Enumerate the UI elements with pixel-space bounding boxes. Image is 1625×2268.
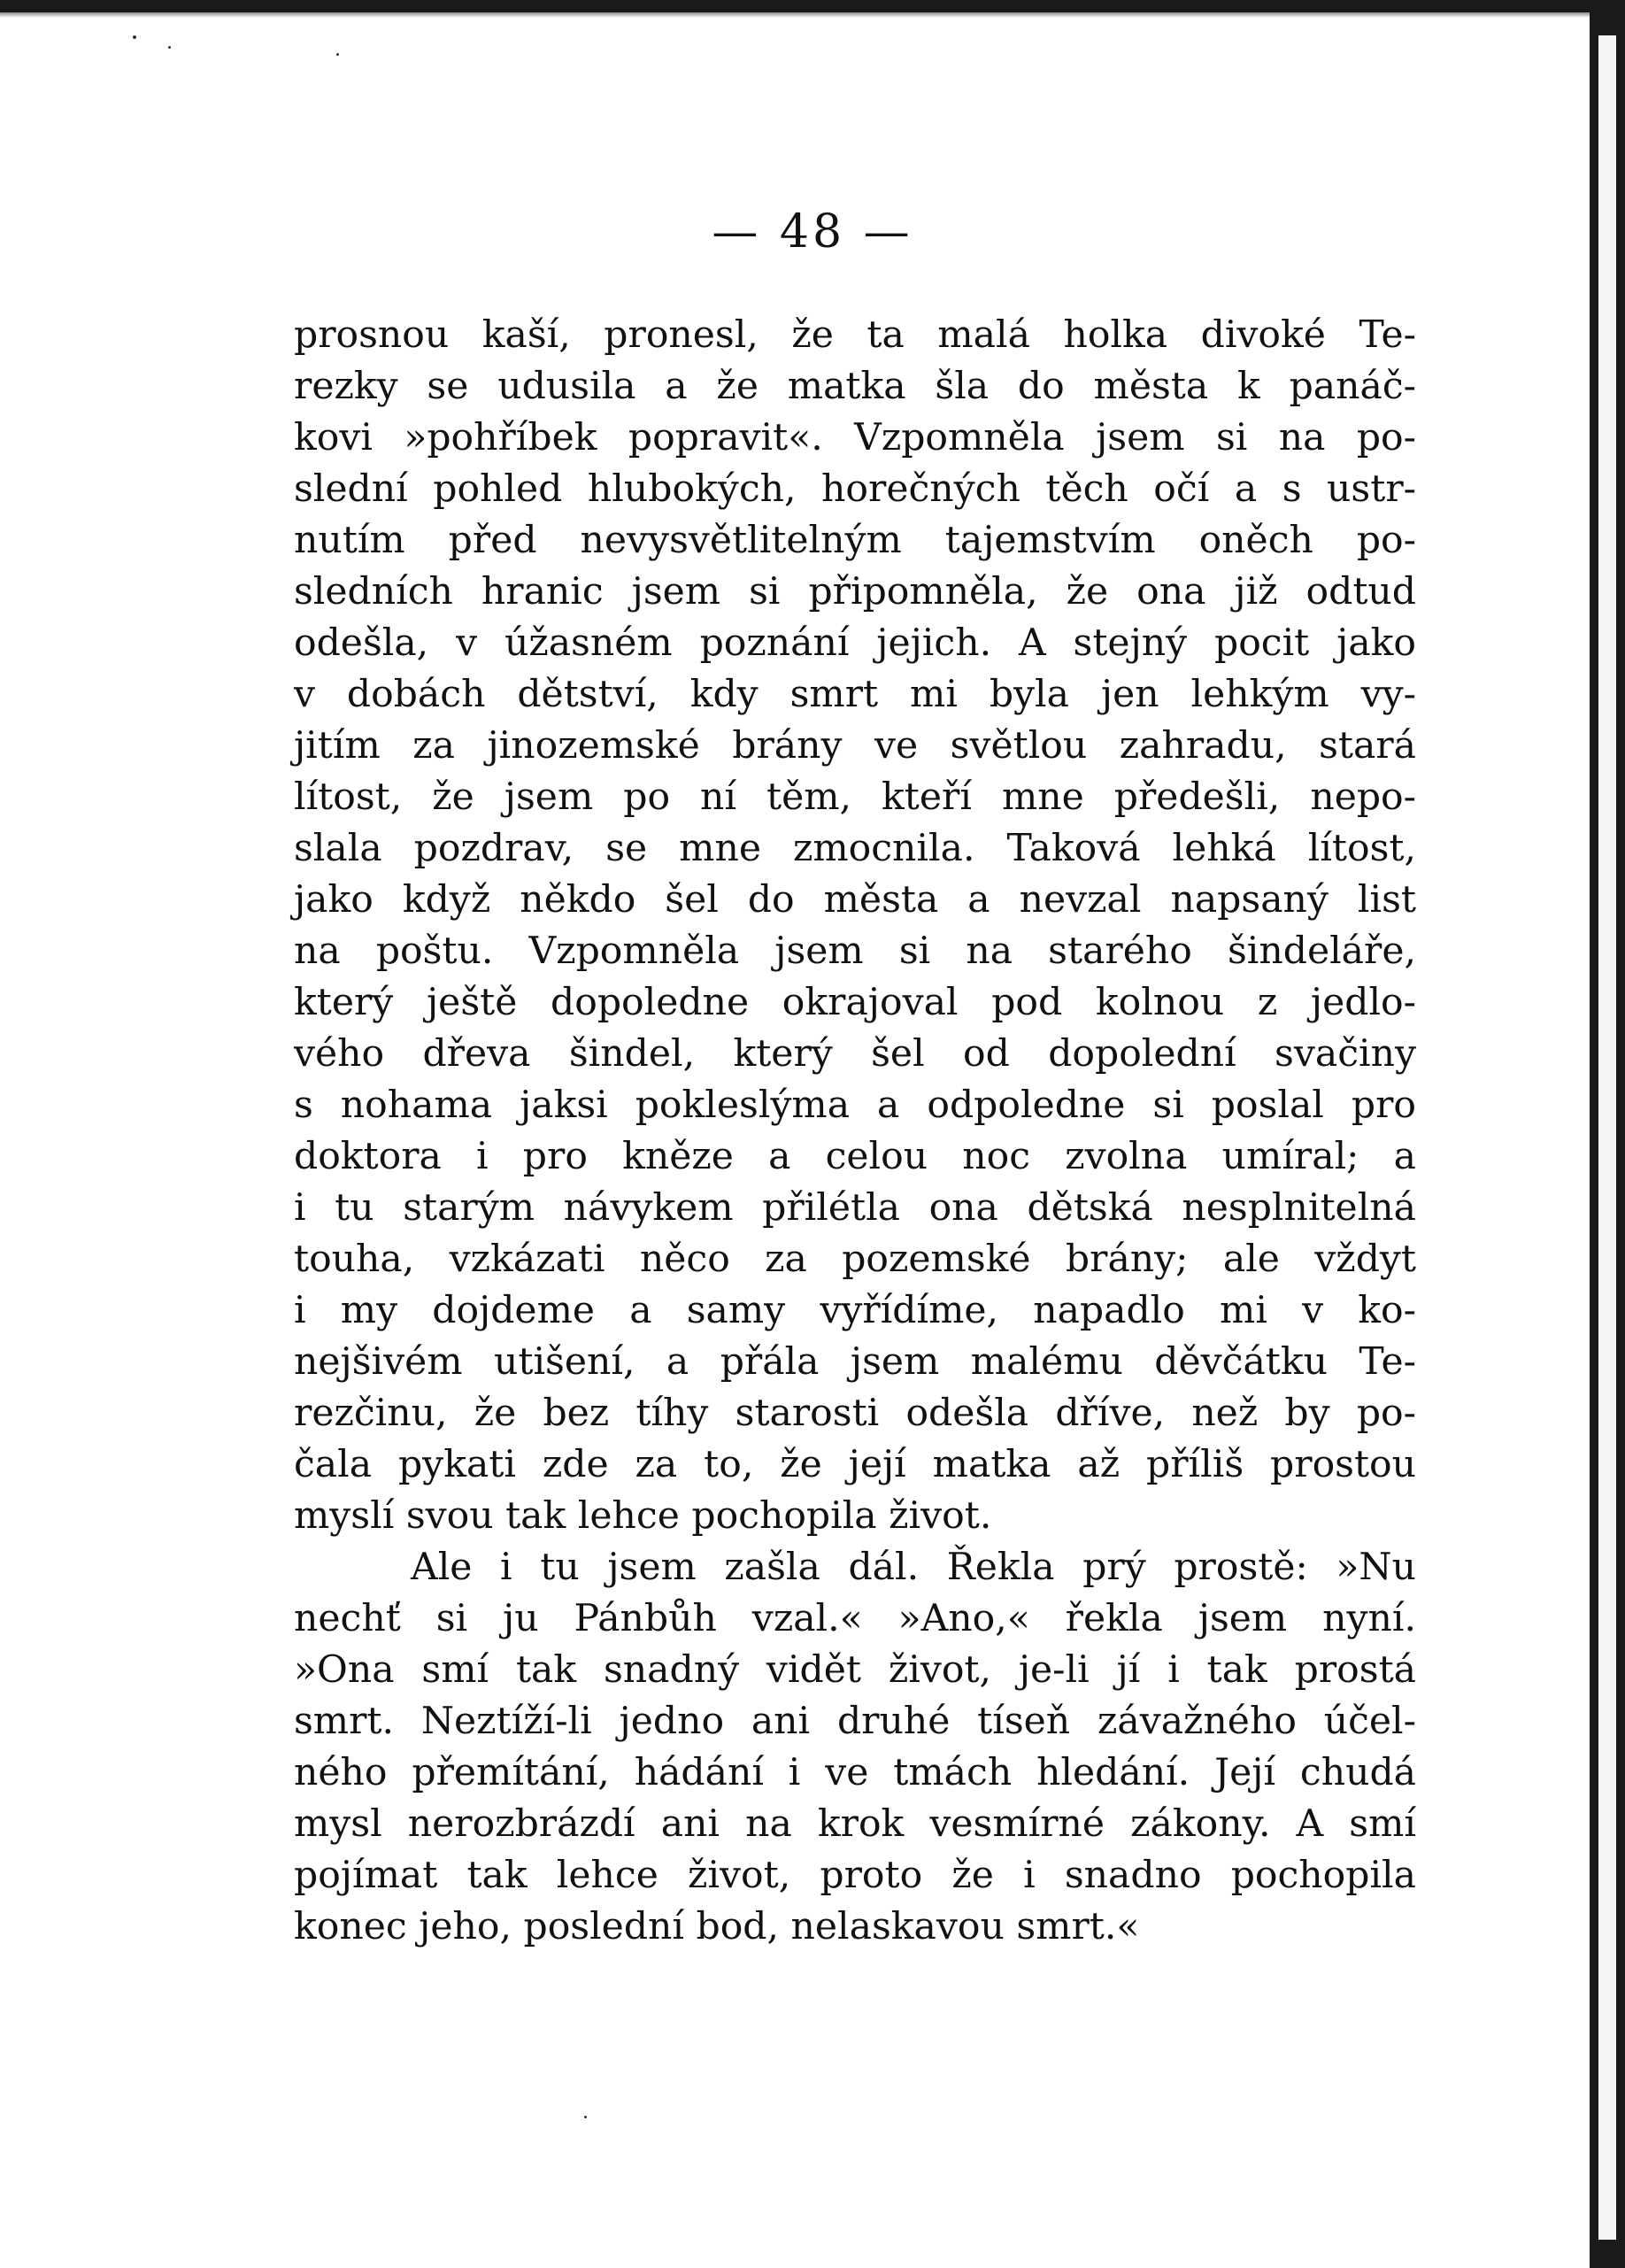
text-line: nechť si ju Pánbůh vzal.« »Ano,« řekla jsem nyní.: [294, 1597, 1416, 1640]
text-line: odešla, v úžasném poznání jejich. A stejný pocit jako: [294, 621, 1416, 665]
text-line: čala pykati zde za to, že její matka až příliš prostou: [294, 1443, 1416, 1486]
page-number: — 48 —: [712, 205, 913, 258]
text-line: touha, vzkázati něco za pozemské brány; ale vždyt: [294, 1238, 1416, 1281]
text-line: ného přemítání, hádání i ve tmách hledání. Její chudá: [294, 1751, 1416, 1794]
text-line: prosnou kaší, pronesl, že ta malá holka divoké Te-: [294, 313, 1416, 357]
text-line: lítost, že jsem po ní těm, kteří mne předešli, nepo-: [294, 775, 1416, 819]
text-line: s nohama jaksi pokleslýma a odpoledne si poslal pro: [294, 1084, 1416, 1127]
scan-speck: [336, 53, 339, 56]
text-line: nutím před nevysvětlitelným tajemstvím oněch po-: [294, 519, 1416, 562]
scan-border-top-shade: [0, 12, 1625, 18]
text-line: vého dřeva šindel, který šel od dopolední svačiny: [294, 1032, 1416, 1076]
text-line: jitím za jinozemské brány ve světlou zahradu, stará: [294, 724, 1416, 768]
text-line: který ještě dopoledne okrajoval pod kolnou z jedlo-: [294, 981, 1416, 1024]
text-line: kovi »pohříbek popravit«. Vzpomněla jsem si na po-: [294, 416, 1416, 459]
scan-speck: [133, 35, 136, 39]
text-line: slala pozdrav, se mne zmocnila. Taková lehká lítost,: [294, 827, 1416, 870]
text-line: v dobách dětství, kdy smrt mi byla jen lehkým vy-: [294, 673, 1416, 716]
text-line: konec jeho, poslední bod, nelaskavou smrt.«: [294, 1905, 1140, 1948]
text-line: rezčinu, že bez tíhy starosti odešla dříve, než by po-: [294, 1392, 1416, 1435]
text-line: jako když někdo šel do města a nevzal napsaný list: [294, 878, 1416, 922]
text-line: i tu starým návykem přilétla ona dětská nesplnitelná: [294, 1186, 1416, 1230]
scan-border-top: [0, 0, 1625, 12]
text-line: na poštu. Vzpomněla jsem si na starého šindeláře,: [294, 930, 1416, 973]
scan-speck: [584, 2116, 587, 2118]
body-text: [294, 310, 1416, 1953]
text-line-paragraph-start: Ale i tu jsem zašla dál. Řekla prý prostě: »Nu: [411, 1546, 1416, 1589]
scan-speck: [168, 46, 171, 49]
text-line: »Ona smí tak snadný vidět život, je-li jí i tak prostá: [294, 1648, 1416, 1692]
text-line: i my dojdeme a samy vyřídíme, napadlo mi v ko-: [294, 1289, 1416, 1332]
text-line: smrt. Neztíží-li jedno ani druhé tíseň závažného účel-: [294, 1700, 1416, 1743]
text-line: pojímat tak lehce život, proto že i snadno pochopila: [294, 1854, 1416, 1897]
text-line: myslí svou tak lehce pochopila život.: [294, 1494, 992, 1538]
scan-page-edge: [1598, 35, 1616, 2240]
text-line: mysl nerozbrázdí ani na krok vesmírné zákony. A smí: [294, 1802, 1416, 1846]
text-line: doktora i pro kněze a celou noc zvolna umíral; a: [294, 1135, 1416, 1178]
text-line: rezky se udusila a že matka šla do města k panáč-: [294, 365, 1416, 408]
text-line: slední pohled hlubokých, horečných těch očí a s ustr-: [294, 467, 1416, 511]
text-line: nejšivém utišení, a přála jsem malému děvčátku Te-: [294, 1340, 1416, 1384]
text-line: sledních hranic jsem si připomněla, že ona již odtud: [294, 570, 1416, 613]
